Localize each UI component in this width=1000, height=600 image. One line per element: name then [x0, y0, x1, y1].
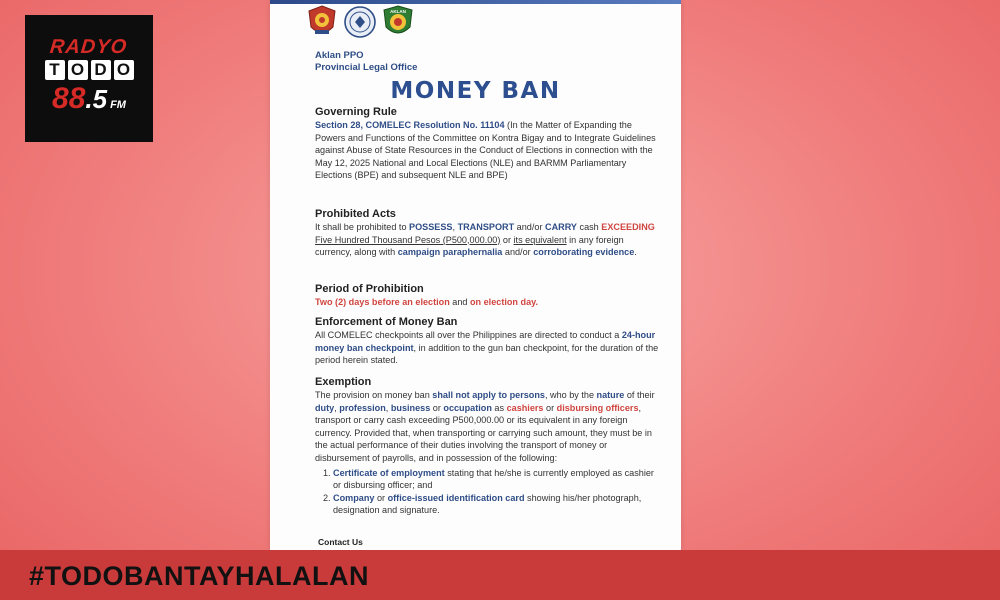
- text-run: All COMELEC checkpoints all over the Philippines are directed to conduct a: [315, 330, 622, 340]
- text-run: in any foreign currency, along with: [315, 234, 624, 258]
- office-line-1: Aklan PPO: [315, 50, 364, 61]
- text-run: cash: [577, 222, 602, 232]
- enforcement-section: [315, 316, 661, 367]
- checkpoint-term: 24-hour money ban checkpoint: [315, 330, 656, 353]
- text-run: stating that he/she is currently employed as cashier or disbursing officer; and: [333, 467, 654, 491]
- business-term: business: [390, 402, 431, 413]
- document-top-bar: [270, 0, 681, 4]
- period-heading: Period of Prohibition: [315, 283, 424, 295]
- requirements-list: [315, 467, 661, 517]
- exemption-text: [315, 389, 661, 465]
- exemption-section: [315, 376, 661, 517]
- logo-freq-main: 88: [52, 82, 86, 115]
- text-run: or: [543, 402, 557, 413]
- seal-row: [306, 5, 414, 39]
- pnp-seal-icon: [306, 5, 338, 39]
- exceeding-term: EXCEEDING: [601, 222, 655, 232]
- text-run: ,: [334, 402, 340, 413]
- text-run: , in addition to the gun ban checkpoint, for the duration of the period herein stated.: [315, 342, 659, 366]
- office-line-2: Provincial Legal Office: [315, 62, 418, 73]
- prohibited-acts-text: [315, 221, 661, 259]
- text-run: and: [449, 297, 470, 307]
- election-day-term: on election day.: [469, 297, 539, 307]
- logo-freq-decimal: .5: [85, 84, 108, 114]
- prohibited-acts-heading: Prohibited Acts: [315, 208, 396, 220]
- logo-letter: T: [45, 60, 65, 80]
- nature-term: nature: [596, 390, 625, 400]
- period-text: [315, 296, 661, 309]
- document-title: MONEY BAN: [390, 78, 561, 104]
- profession-term: profession: [339, 402, 386, 413]
- possess-term: POSSESS: [409, 222, 453, 232]
- carry-term: CARRY: [545, 222, 577, 232]
- not-apply-term: shall not apply to persons: [432, 390, 545, 400]
- text-run: ,: [385, 402, 391, 413]
- text-run: as: [491, 402, 507, 413]
- text-run: and/or: [502, 247, 534, 258]
- enforcement-text: [315, 329, 661, 367]
- list-number: 1.: [323, 467, 331, 478]
- issuing-office: [315, 50, 417, 74]
- text-run: It shall be prohibited to: [315, 222, 410, 232]
- governing-rule-section: [315, 106, 661, 182]
- cashiers-term: cashiers: [506, 402, 544, 413]
- governing-rule-text: [315, 119, 661, 182]
- enforcement-heading: Enforcement of Money Ban: [315, 316, 458, 328]
- governing-rule-heading: Governing Rule: [315, 106, 397, 118]
- logo-frequency: [52, 84, 126, 114]
- text-run: , who by the: [544, 390, 597, 400]
- evidence-term: corroborating evidence: [533, 247, 635, 258]
- comelec-seal-icon: [344, 5, 376, 39]
- amount-limit: Five Hundred Thousand Pesos (P500,000.00): [315, 234, 501, 245]
- equivalent-term: its equivalent: [513, 234, 567, 245]
- logo-letter: O: [114, 60, 134, 80]
- contact-us-label: Contact Us: [318, 537, 363, 547]
- text-run: of their: [624, 390, 655, 400]
- exemption-heading: Exemption: [315, 376, 372, 388]
- logo-freq-unit: FM: [110, 99, 126, 111]
- text-run: .: [634, 247, 637, 258]
- resolution-ref: Section 28, COMELEC Resolution No. 11104: [315, 120, 505, 130]
- logo-letter: O: [68, 60, 88, 80]
- text-run: showing his/her photograph, designation and signature.: [333, 492, 642, 516]
- transport-term: TRANSPORT: [457, 222, 515, 232]
- money-ban-document: [270, 0, 681, 550]
- duty-term: duty: [315, 402, 335, 413]
- text-run: ,: [452, 222, 458, 232]
- prohibited-acts-section: [315, 208, 661, 259]
- list-item: [325, 492, 661, 517]
- text-run: The provision on money ban: [315, 390, 433, 400]
- governing-rule-body: (In the Matter of Expanding the Powers and Functions of the Committee on Kontra Bigay and to Integrate Guidelines against Abuse of State Resources in the Conduct of Elections in connection with the May 12, 2025 National and Local Elections (NLE) and BARMM Parliamentary Elections (BPE) and subsequent NLE and BPE): [315, 120, 656, 181]
- aklan-ppo-seal-icon: [382, 5, 414, 39]
- text-run: or: [374, 492, 388, 503]
- text-run: or: [500, 234, 514, 245]
- seal-label: AKLAN: [390, 9, 406, 14]
- hashtag-text: #TODOBANTAYHALALAN: [29, 561, 370, 591]
- text-run: , transport or carry cash exceeding P500,000.00 or its equivalent in any foreign currency. Provided that, when transporting or carrying such amount, they must be in the actual performance of their duties involving the transport of money or disbursement of payrolls, and in possession of the following:: [315, 402, 652, 463]
- hashtag-banner: [0, 550, 1000, 600]
- two-days-term: Two (2) days before an election: [315, 297, 450, 307]
- text-run: and/or: [514, 222, 545, 232]
- id-card-term: office-issued identification card: [387, 492, 525, 503]
- disbursing-officers-term: disbursing officers: [556, 402, 639, 413]
- paraphernalia-term: campaign paraphernalia: [397, 247, 503, 258]
- logo-letter: D: [91, 60, 111, 80]
- period-section: [315, 283, 661, 309]
- list-item: [325, 467, 661, 492]
- occupation-term: occupation: [443, 402, 492, 413]
- logo-todo-letters: [45, 60, 134, 80]
- station-logo: [25, 15, 153, 142]
- certificate-term: Certificate of employment: [333, 467, 445, 478]
- list-number: 2.: [323, 492, 331, 503]
- text-run: or: [430, 402, 444, 413]
- logo-radyo-text: RADYO: [49, 36, 129, 58]
- company-term: Company: [333, 492, 375, 503]
